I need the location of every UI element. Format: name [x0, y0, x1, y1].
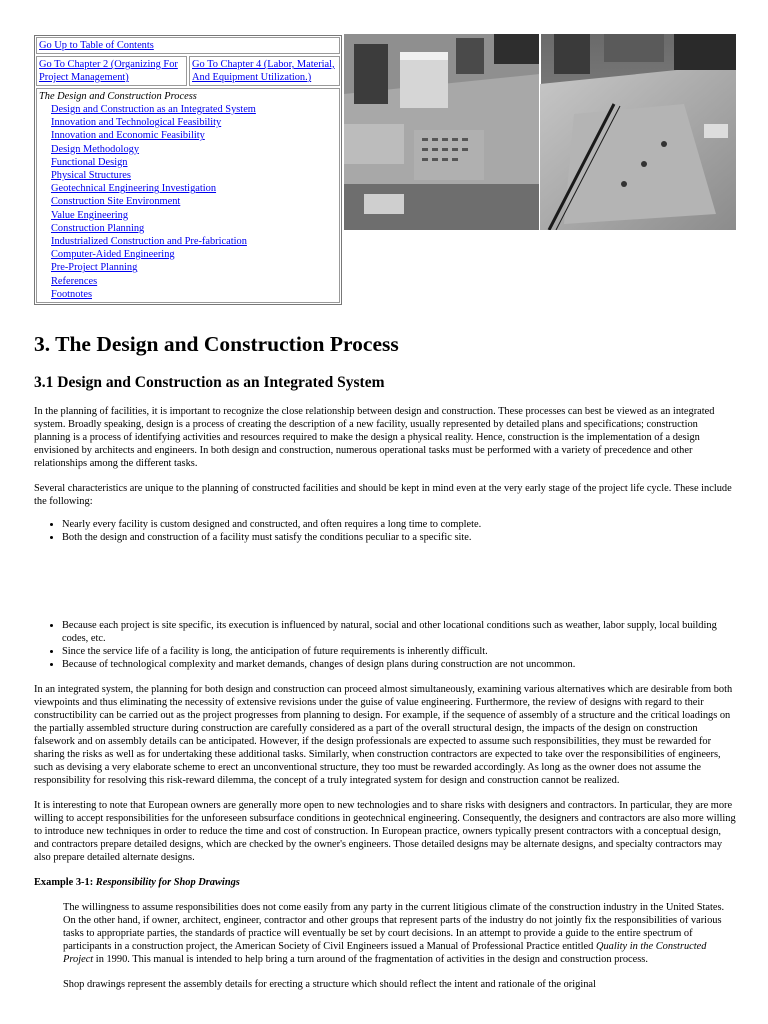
toc-link[interactable]: Geotechnical Engineering Investigation [51, 183, 217, 195]
paragraph: Several characteristics are unique to the planning of constructed facilities and should be kept in mind even at the very early stage of the project life cycle. These include the following: [34, 483, 732, 507]
example-label: Example 3-1: [34, 877, 94, 888]
manual-title: Quality in the Constructed Project [63, 941, 707, 965]
paragraph: In the planning of facilities, it is important to recognize the close relationship between design and construction. These processes can best be viewed as an integrated system. Broadly speaking, design is a process of creating the description of a new facility, usually represented by detailed plans and specifications; construction planning is a process of identifying activities and resources required to make the design a physical reality. Hence, construction is the implementation of a design envisioned by architects and engineers. In both design and construction, numerous operational tasks must be performed with a variety of precedence and other relationships among the different tasks. [34, 406, 715, 469]
toc-link[interactable]: References [51, 275, 98, 287]
toc-link[interactable]: Value Engineering [51, 209, 129, 221]
list-item: • Because each project is site specific, its execution is influenced by natural, social and other locational conditions such as weather, labor supply, local building codes, etc. [62, 619, 736, 645]
toc-cell [36, 88, 340, 303]
toc-link[interactable]: Industrialized Construction and Pre-fabrication [51, 236, 247, 248]
list-item: • Since the service life of a facility is long, the anticipation of future requirements is inherently difficult. [62, 645, 736, 658]
example-paragraph: Shop drawings represent the assembly details for erecting a structure which should reflect the intent and rationale of the original [63, 979, 596, 990]
toc-link[interactable]: Computer-Aided Engineering [51, 249, 175, 261]
nav-chapter-row [36, 56, 340, 86]
example-text: in 1990. This manual is intended to help bring a turn around of the fragmentation of activities in the design and construction process. [93, 954, 648, 965]
list-item: • Both the design and construction of a facility must satisfy the conditions peculiar to a specific site. [62, 531, 736, 544]
example-title: Responsibility for Shop Drawings [95, 877, 240, 888]
toc-link[interactable]: Physical Structures [51, 170, 131, 182]
nav-next-cell [189, 56, 340, 86]
toc-link[interactable]: Design Methodology [51, 143, 140, 155]
link-chapter-4[interactable]: Go To Chapter 4 (Labor, Material, And Equipment Utilization.) [192, 59, 335, 83]
toc-link[interactable]: Construction Planning [51, 222, 145, 234]
toc-list [39, 103, 337, 301]
navigation-box [34, 35, 342, 305]
toc-link[interactable]: Footnotes [51, 288, 92, 300]
section-heading: 3.1 Design and Construction as an Integrated System [34, 374, 385, 391]
toc-link[interactable]: Construction Site Environment [51, 196, 181, 208]
toc-link[interactable]: Pre-Project Planning [51, 262, 138, 274]
list-item: • Because of technological complexity and market demands, changes of design plans during construction are not uncommon. [62, 658, 736, 671]
example-paragraph [63, 901, 736, 966]
construction-site-photo [344, 34, 736, 230]
toc-link[interactable]: Functional Design [51, 156, 128, 168]
link-table-of-contents[interactable]: Go Up to Table of Contents [39, 40, 154, 51]
toc-link[interactable]: Design and Construction as an Integrated System [51, 104, 256, 115]
characteristics-list-continued [34, 619, 736, 671]
nav-up-cell [36, 37, 340, 54]
nav-prev-cell [36, 56, 187, 86]
paragraph: In an integrated system, the planning for both design and construction can proceed almost simultaneously, examining various alternatives which are desirable from both viewpoints and thus eliminating the necessity of extensive revisions under the guise of value engineering. Furthermore, the review of designs with regard to their constructibility can be carried out as the project progresses from planning to design. For example, if the sequence of assembly of a structure and the critical loadings on the partially assembled structure during construction are carefully considered as a part of the overall structural design, the impacts of the design on construction falsework and on assembly details can be anticipated. However, if the design professionals are expected to assume such responsibilities, they must be rewarded for sharing the risks as well as for undertaking these additional tasks. Similarly, when construction contractors are expected to take over the responsibilities of engineers, such as devising a very elaborate scheme to erect an unconventional structure, they too must be rewarded accordingly. As long as the owner does not assume the responsibility for resolving this risk-reward dilemma, the concept of a truly integrated system for design and construction cannot be realized. [34, 684, 733, 786]
construction-site-photo-graphic [344, 34, 736, 230]
paragraph: It is interesting to note that European owners are generally more open to new technologies and to share risks with designers and contractors. In particular, they are more willing to accept responsibilities for the unforeseen subsurface conditions in geotechnical engineering. Consequently, the designers and contractors are also more willing to introduce new techniques in order to reduce the time and cost of construction. In European practice, owners typically present contractors with a conceptual design, and contractors prepare detailed designs, which are checked by the owner's engineers. Those detailed designs may be alternate designs, and specialty contractors may also prepare detailed alternate designs. [34, 800, 736, 863]
example-heading [34, 876, 736, 889]
list-item: • Nearly every facility is custom designed and constructed, and often requires a long time to complete. [62, 518, 736, 531]
characteristics-list [34, 518, 736, 544]
main-content [34, 331, 736, 991]
toc-title: The Design and Construction Process [39, 91, 197, 102]
link-chapter-2[interactable]: Go To Chapter 2 (Organizing For Project Management) [39, 59, 178, 83]
blank-gap [34, 544, 736, 609]
page-title: 3. The Design and Construction Process [34, 332, 399, 356]
toc-link[interactable]: Innovation and Economic Feasibility [51, 130, 205, 142]
toc-link[interactable]: Innovation and Technological Feasibility [51, 117, 222, 129]
example-text: The willingness to assume responsibilities does not come easily from any party in the current litigious climate of the construction industry in the United States. On the other hand, if owner, architect, engineer, contractor and other groups that represent parts of the industry do not jointly fix the responsibilities of various tasks to appropriate parties, the standards of practice will eventually be set by court decisions. In an attempt to provide a guide to the entire spectrum of participants in a construction project, the American Society of Civil Engineers issued a Manual of Professional Practice entitled [63, 902, 725, 952]
